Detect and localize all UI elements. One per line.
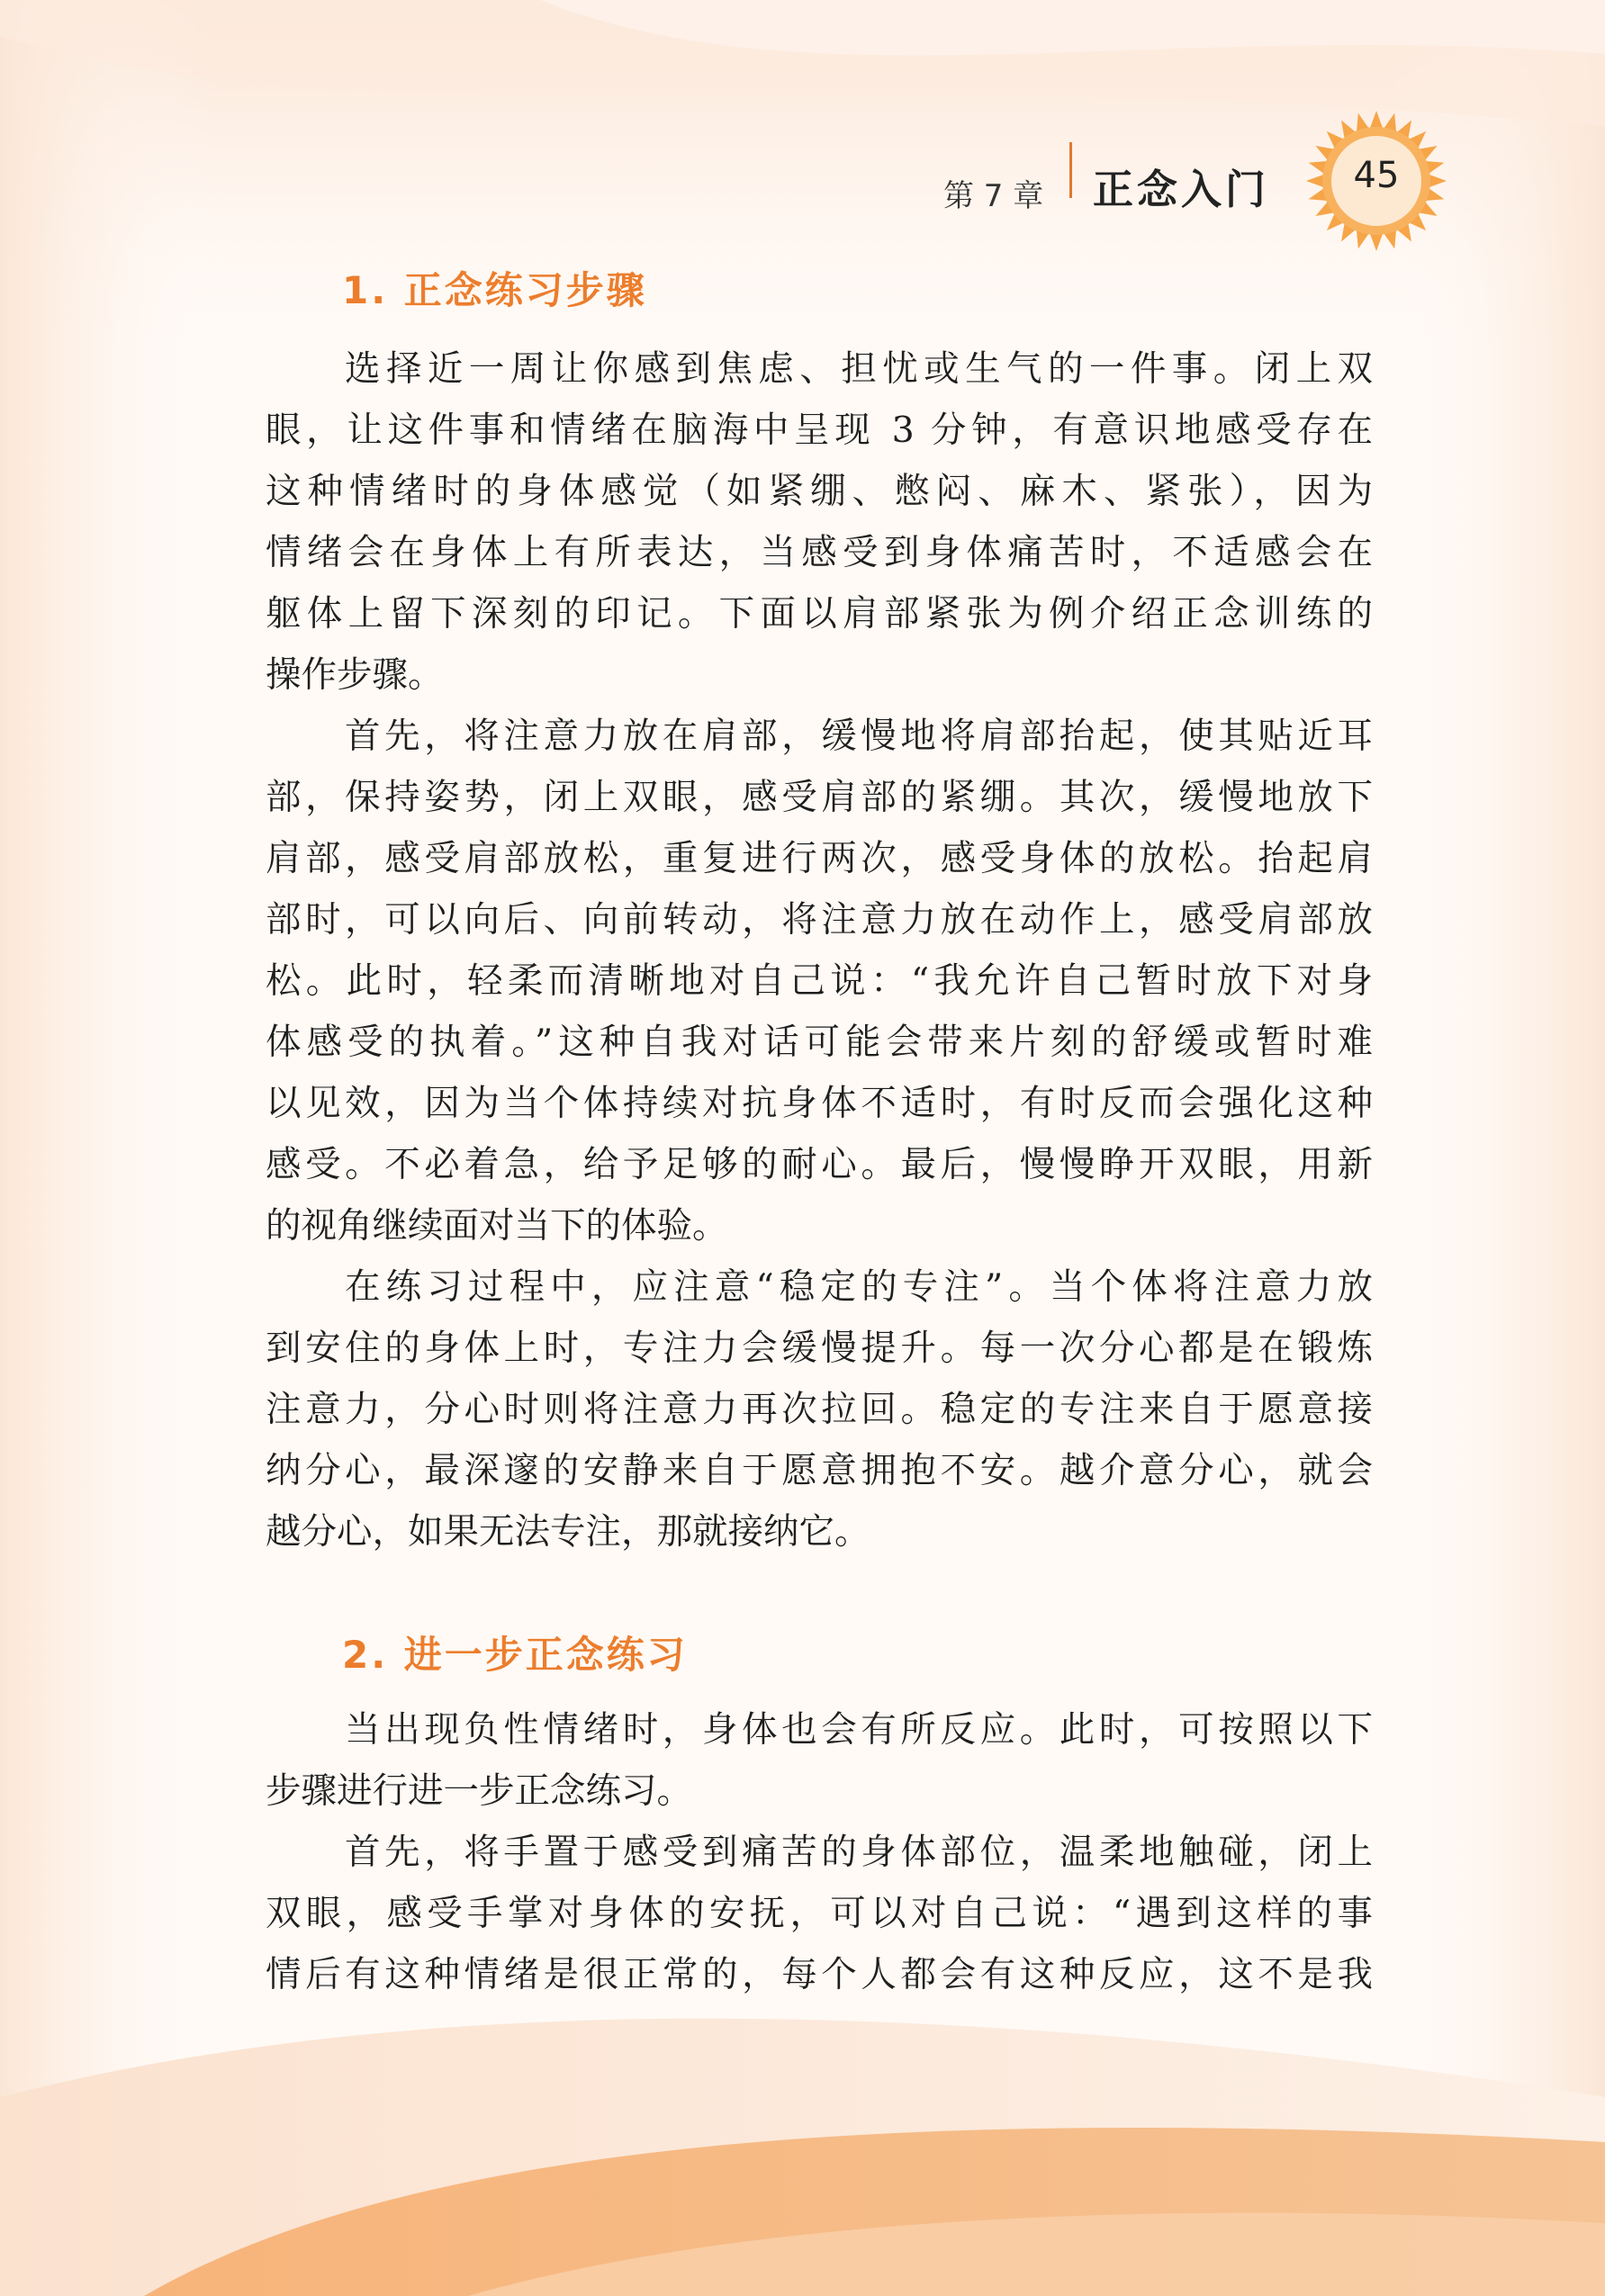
paragraph-line: 部时，可以向后、向前转动，将注意力放在动作上，感受肩部放 [266, 899, 1373, 941]
paragraph-line: 选择近一周让你感到焦虑、担忧或生气的一件事。闭上双 [345, 348, 1373, 390]
paragraph-line: 当出现负性情绪时，身体也会有所反应。此时，可按照以下 [345, 1709, 1373, 1751]
section-2-body [266, 1699, 1373, 2005]
paragraph-line: 的视角继续面对当下的体验。 [266, 1205, 728, 1247]
section-heading-2: 2. 进一步正念练习 [342, 1633, 688, 1677]
paragraph-line: 纳分心，最深邃的安静来自于愿意拥抱不安。越介意分心，就会 [266, 1450, 1373, 1491]
paragraph-line: 以见效，因为当个体持续对抗身体不适时，有时反而会强化这种 [266, 1083, 1373, 1124]
paragraph-line: 体感受的执着。”这种自我对话可能会带来片刻的舒缓或暂时难 [266, 1022, 1373, 1063]
paragraph-line: 躯体上留下深刻的印记。下面以肩部紧张为例介绍正念训练的 [266, 593, 1373, 635]
paragraph-line: 双眼，感受手掌对身体的安抚，可以对自己说：“遇到这样的事 [266, 1893, 1373, 1934]
chapter-label: 第 7 章 [943, 178, 1044, 214]
paragraph-line: 越分心，如果无法专注，那就接纳它。 [266, 1511, 870, 1553]
paragraph-line: 情绪会在身体上有所表达，当感受到身体痛苦时，不适感会在 [266, 532, 1373, 573]
paragraph-line: 感受。不必着急，给予足够的耐心。最后，慢慢睁开双眼，用新 [266, 1144, 1373, 1185]
paragraph-line: 在练习过程中，应注意“稳定的专注”。当个体将注意力放 [345, 1266, 1373, 1308]
paragraph-line: 步骤进行进一步正念练习。 [266, 1770, 692, 1812]
paragraph-line: 注意力，分心时则将注意力再次拉回。稳定的专注来自于愿意接 [266, 1389, 1373, 1430]
paragraph-line: 部，保持姿势，闭上双眼，感受肩部的紧绷。其次，缓慢地放下 [266, 777, 1373, 818]
chapter-title: 正念入门 [1093, 166, 1270, 213]
paragraph-line: 到安住的身体上时，专注力会缓慢提升。每一次分心都是在锻炼 [266, 1328, 1373, 1369]
section-1-body [266, 338, 1373, 1562]
paragraph-line: 首先，将手置于感受到痛苦的身体部位，温柔地触碰，闭上 [345, 1832, 1373, 1873]
paragraph-line: 操作步骤。 [266, 654, 444, 696]
paragraph-line: 这种情绪时的身体感觉（如紧绷、憋闷、麻木、紧张），因为 [266, 471, 1373, 512]
paragraph-line: 眼，让这件事和情绪在脑海中呈现 3 分钟，有意识地感受存在 [266, 410, 1373, 451]
page-number: 45 [1353, 155, 1400, 196]
section-heading-1: 1. 正念练习步骤 [342, 268, 647, 312]
paragraph-line: 首先，将注意力放在肩部，缓慢地将肩部抬起，使其贴近耳 [345, 716, 1373, 757]
paragraph-line: 情后有这种情绪是很正常的，每个人都会有这种反应，这不是我 [266, 1954, 1373, 1995]
paragraph-line: 松。此时，轻柔而清晰地对自己说：“我允许自己暂时放下对身 [266, 960, 1373, 1002]
paragraph-line: 肩部，感受肩部放松，重复进行两次，感受身体的放松。抬起肩 [266, 838, 1373, 879]
header-divider [1069, 142, 1072, 198]
